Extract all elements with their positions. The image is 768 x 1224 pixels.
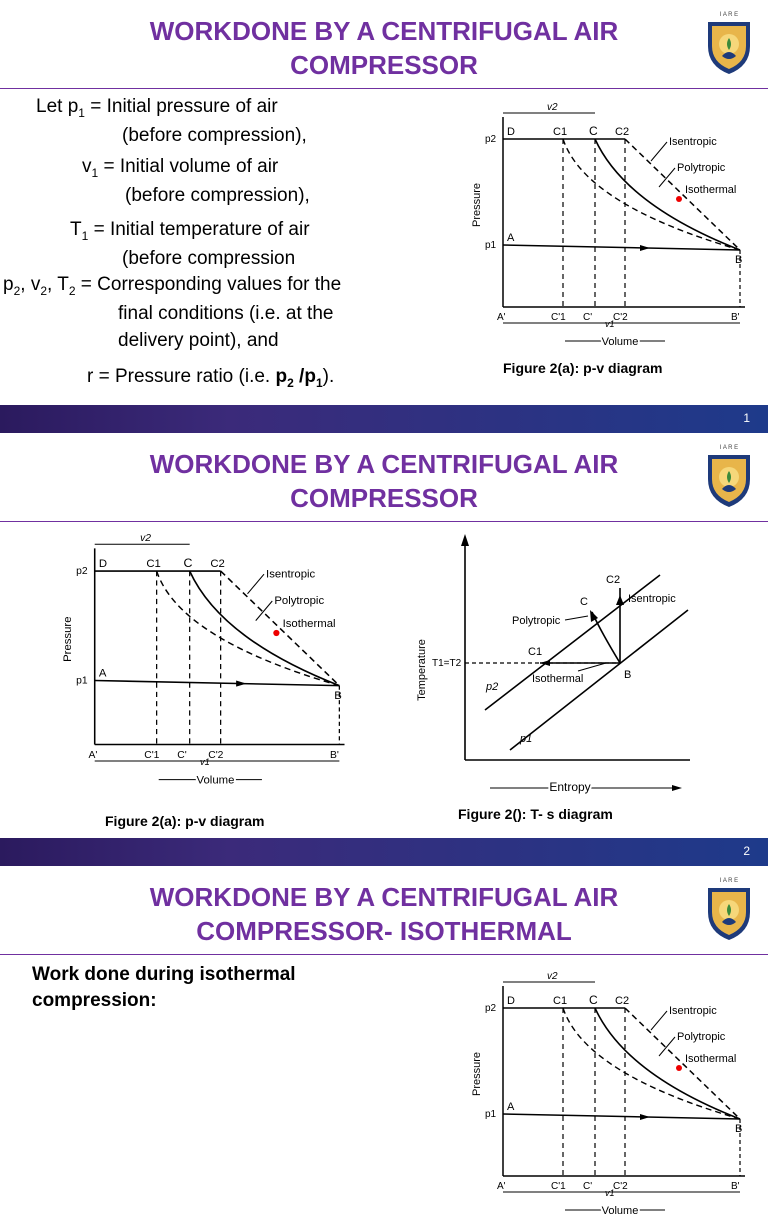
pv-c2-label: C2	[210, 557, 225, 570]
pv-d-label: D	[98, 557, 108, 570]
pv-isentropic-label: Isentropic	[669, 136, 717, 148]
def-t1: $T_1$ = Initial temperature of air	[70, 219, 310, 243]
ts-polytropic-label: Polytropic	[512, 615, 561, 627]
title-line-2: COMPRESSOR	[290, 483, 478, 513]
pv-red-dot	[676, 196, 682, 202]
pv-p1-arrow	[640, 245, 650, 251]
pv-a-label: A	[507, 232, 515, 244]
logo-text: I A R E	[719, 878, 739, 884]
pv-volume-label: Volume	[196, 774, 235, 787]
pv-c2-label: C2	[615, 126, 630, 138]
pv-diagram	[455, 964, 755, 1224]
pv-b-label: B	[735, 254, 743, 266]
pv-c2-prime-label: C'2	[613, 312, 628, 323]
pv-diagram	[40, 525, 360, 805]
title-line-1: WORKDONE BY A CENTRIFUGAL AIR	[149, 16, 619, 46]
slide-footer	[0, 405, 768, 433]
pv-diagram	[455, 95, 755, 355]
pv-polytropic-label: Polytropic	[677, 1031, 726, 1043]
section-heading: Work done during isothermal compression:	[32, 964, 296, 1011]
pv-isentropic-label: Isentropic	[669, 1005, 717, 1017]
pv-c-prime-label: C'	[583, 1181, 593, 1192]
pv-v2-label: v2	[140, 533, 152, 545]
ts-entropy-label: Entropy	[549, 780, 591, 794]
title-rule	[0, 954, 768, 955]
pv-c1-label: C1	[553, 995, 568, 1007]
figure-caption: Figure 2(a): p-v diagram	[503, 360, 663, 376]
ts-isentropic-label: Isentropic	[628, 593, 676, 605]
pv-b-prime-label: B'	[731, 312, 740, 323]
pv-red-dot	[676, 1065, 682, 1071]
pv-c1-prime-label: C'1	[144, 749, 160, 761]
figure-caption-pv: Figure 2(a): p-v diagram	[105, 813, 265, 829]
ts-c1-label: C1	[528, 646, 543, 658]
pv-polytropic-label: Polytropic	[274, 595, 325, 608]
logo-text: I A R E	[719, 12, 739, 18]
pv-p2-label: p2	[76, 566, 88, 578]
pv-p1-arrow	[640, 1114, 650, 1120]
ts-polytropic-path	[592, 612, 620, 663]
pv-isentropic-leader	[651, 142, 667, 161]
pv-p1-line	[95, 680, 340, 685]
pv-a-prime-label: A'	[88, 749, 98, 761]
def-final-note-1: final conditions (i.e. at the	[118, 303, 334, 324]
def-p1: Let $p_1$ = Initial pressure of air	[36, 96, 278, 120]
pv-a-label: A	[98, 667, 107, 680]
ts-y-arrow	[461, 534, 469, 546]
pv-a-label: A	[507, 1101, 515, 1113]
title-line-2: COMPRESSOR	[290, 50, 478, 80]
ts-c-label: C	[580, 596, 588, 608]
pv-volume-label: Volume	[601, 1205, 639, 1217]
pv-c2-prime-label: C'2	[208, 749, 224, 761]
pv-p1-line	[503, 245, 740, 250]
pv-v2-label: v2	[547, 102, 558, 113]
def-ratio: r = Pressure ratio (i.e. $p_2$ $/p_1$).	[87, 366, 335, 390]
slide-footer	[0, 838, 768, 866]
logo-text: I A R E	[719, 445, 739, 451]
iare-logo	[700, 8, 758, 78]
pv-p1-label: p1	[485, 1109, 497, 1120]
slide-title	[0, 880, 768, 948]
pv-v1-label: v1	[605, 319, 615, 329]
pv-c-prime-label: C'	[583, 312, 593, 323]
pv-isothermal-label: Isothermal	[685, 184, 737, 196]
pv-isentropic-label: Isentropic	[266, 568, 316, 581]
pv-v2-label: v2	[547, 971, 558, 982]
title-line-1: WORKDONE BY A CENTRIFUGAL AIR	[149, 882, 619, 912]
ts-p1-label: p1	[520, 733, 533, 745]
pv-c1-prime-label: C'1	[551, 1181, 566, 1192]
def-v1-note: (before compression),	[125, 185, 310, 206]
page-number: 1	[743, 411, 750, 425]
pv-a-prime-label: A'	[497, 312, 506, 323]
pv-v1-label: v1	[199, 757, 210, 768]
pv-c-label: C	[589, 993, 598, 1007]
pv-p1-label: p1	[485, 240, 497, 251]
def-final: $p_2$, $v_2$, $T_2$ = Corresponding values for the	[3, 274, 342, 298]
pv-c-prime-label: C'	[177, 749, 187, 761]
ts-c2-label: C2	[606, 574, 621, 586]
pv-v1-label: v1	[605, 1188, 615, 1198]
page-number: 2	[743, 844, 750, 858]
def-final-note-2: delivery point), and	[118, 330, 279, 351]
ts-p2-label: p2	[486, 681, 499, 693]
pv-isothermal-label: Isothermal	[685, 1053, 737, 1065]
ts-isothermal-label: Isothermal	[532, 673, 584, 685]
iare-logo	[700, 874, 758, 944]
pv-pressure-label: Pressure	[471, 1051, 483, 1097]
pv-b-prime-label: B'	[330, 749, 339, 761]
pv-b-label: B	[334, 690, 342, 703]
pv-b-label: B	[735, 1123, 743, 1135]
pv-polytropic-label: Polytropic	[677, 162, 726, 174]
def-t1-note: (before compression	[122, 248, 296, 269]
pv-c-label: C	[183, 555, 193, 570]
slide-1	[0, 0, 768, 433]
def-v1: $v_1$ = Initial volume of air	[82, 156, 279, 180]
ts-t-label: T1=T2	[432, 658, 462, 669]
ts-b-label: B	[624, 669, 632, 681]
ts-temperature-label: Temperature	[416, 639, 428, 701]
pv-b-prime-label: B'	[731, 1181, 740, 1192]
pv-d-label: D	[507, 126, 515, 138]
pv-c-label: C	[589, 124, 598, 138]
ts-diagram	[410, 530, 700, 805]
pv-volume-label: Volume	[601, 336, 639, 348]
pv-pressure-label: Pressure	[61, 616, 74, 662]
pv-p2-label: p2	[485, 1003, 497, 1014]
pv-c1-label: C1	[553, 126, 568, 138]
pv-red-dot	[273, 630, 279, 636]
title-line-1: WORKDONE BY A CENTRIFUGAL AIR	[149, 449, 619, 479]
pv-p2-label: p2	[485, 134, 497, 145]
iare-logo	[700, 441, 758, 511]
pv-c2-prime-label: C'2	[613, 1181, 628, 1192]
pv-p1-label: p1	[76, 675, 88, 687]
slide-title	[0, 447, 768, 515]
def-p1-note: (before compression),	[122, 125, 307, 146]
slide-title	[0, 14, 768, 82]
pv-c2-label: C2	[615, 995, 630, 1007]
pv-isentropic-leader	[247, 574, 264, 594]
pv-isentropic-leader	[651, 1011, 667, 1030]
title-rule	[0, 88, 768, 89]
pv-p1-line	[503, 1114, 740, 1119]
pv-a-prime-label: A'	[497, 1181, 506, 1192]
pv-isothermal-label: Isothermal	[282, 617, 336, 630]
pv-pressure-label: Pressure	[471, 182, 483, 228]
figure-caption-ts: Figure 2(): T- s diagram	[458, 806, 613, 822]
slide-2	[0, 433, 768, 866]
pv-p1-arrow	[236, 680, 246, 686]
title-line-2: COMPRESSOR- ISOTHERMAL	[196, 916, 572, 946]
slide-3	[0, 866, 768, 1217]
pv-c1-prime-label: C'1	[551, 312, 566, 323]
pv-c1-label: C1	[146, 557, 161, 570]
pv-d-label: D	[507, 995, 515, 1007]
title-rule	[0, 521, 768, 522]
